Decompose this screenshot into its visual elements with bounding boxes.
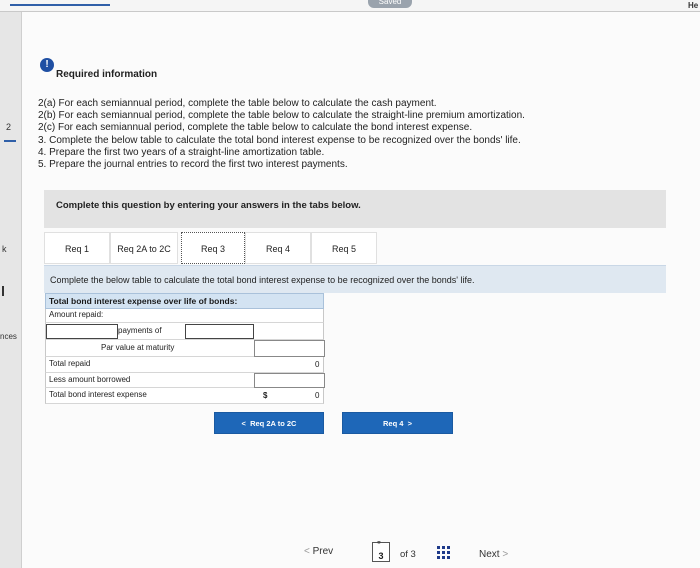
amount-repaid-label: Amount repaid: xyxy=(49,310,104,319)
tab-req-5[interactable]: Req 5 xyxy=(311,232,377,264)
row-total-expense xyxy=(45,388,324,404)
instructions-list xyxy=(38,98,638,171)
saved-badge: Saved xyxy=(368,0,412,8)
footer-next-button[interactable] xyxy=(479,549,508,560)
row-less-borrowed xyxy=(45,373,324,388)
next-req-label: Req 4 xyxy=(383,419,404,428)
next-req-button[interactable] xyxy=(342,412,453,434)
complete-prompt: Complete this question by entering your answers in the tabs below. xyxy=(56,200,361,211)
top-bar xyxy=(0,0,700,12)
row-amount-repaid xyxy=(45,309,324,323)
instruction-2c: 2(c) For each semiannual period, complete the table below to calculate the bond interest expense. xyxy=(38,122,473,134)
chevron-right-icon: > xyxy=(502,549,509,560)
tab-req-1[interactable]: Req 1 xyxy=(44,232,110,264)
prev-req-label: Req 2A to 2C xyxy=(250,419,297,428)
par-value-label: Par value at maturity xyxy=(101,343,175,352)
par-value-input[interactable] xyxy=(254,340,325,357)
chevron-right-icon: > xyxy=(407,419,412,428)
alert-icon: ! xyxy=(40,58,54,72)
less-borrowed-label: Less amount borrowed xyxy=(49,375,131,384)
total-repaid-value: 0 xyxy=(315,360,320,369)
total-expense-value: 0 xyxy=(315,391,320,400)
top-accent-line xyxy=(10,0,110,6)
amount-borrowed-input[interactable] xyxy=(254,373,325,388)
instruction-2b: 2(b) For each semiannual period, complete the table below to calculate the straight-line premium amortization. xyxy=(38,110,525,122)
row-payments xyxy=(45,323,324,340)
row-par-value xyxy=(45,340,324,357)
currency-symbol: $ xyxy=(263,391,268,400)
chevron-left-icon: < xyxy=(304,546,310,557)
required-info-title: Required information xyxy=(56,69,158,80)
bond-interest-table xyxy=(45,293,324,406)
payments-count-input[interactable] xyxy=(46,324,118,339)
payment-amount-input[interactable] xyxy=(185,324,254,339)
question-bar xyxy=(44,265,666,293)
rail-question-number[interactable]: 2 xyxy=(6,122,12,132)
instruction-2a: 2(a) For each semiannual period, complete the table below to calculate the cash payment. xyxy=(38,98,437,109)
table-header: Total bond interest expense over life of bonds: xyxy=(45,293,324,309)
rail-item-ces[interactable]: nces xyxy=(0,332,17,341)
left-rail xyxy=(0,12,22,568)
chevron-left-icon: < xyxy=(241,419,246,428)
question-text: Complete the below table to calculate the total bond interest expense to be recognized over the bonds' life. xyxy=(50,275,475,285)
footer-prev-label: Prev xyxy=(312,546,334,557)
help-label[interactable]: He xyxy=(688,1,699,10)
rail-item-k[interactable]: k xyxy=(2,244,7,254)
link-icon: ⚭ xyxy=(376,540,382,547)
prev-req-button[interactable] xyxy=(214,412,324,434)
tab-req-2a-to-2c[interactable]: Req 2A to 2C xyxy=(110,232,178,264)
page-current: 3 xyxy=(378,551,384,561)
page-total: of 3 xyxy=(400,549,416,560)
tab-req-4[interactable]: Req 4 xyxy=(245,232,311,264)
instruction-5: 5. Prepare the journal entries to record the first two interest payments. xyxy=(38,159,348,171)
row-total-repaid xyxy=(45,357,324,373)
instruction-3: 3. Complete the below table to calculate the total bond interest expense to be recognized over the bonds' life. xyxy=(38,134,521,146)
rail-active-indicator xyxy=(4,140,16,142)
total-repaid-label: Total repaid xyxy=(49,359,91,368)
total-expense-label: Total bond interest expense xyxy=(49,390,147,399)
grid-icon[interactable] xyxy=(437,546,451,560)
complete-question-box xyxy=(44,190,666,228)
tab-req-3[interactable]: Req 3 xyxy=(181,232,245,264)
instruction-4: 4. Prepare the first two years of a straight-line amortization table. xyxy=(38,146,325,158)
footer-prev-button[interactable] xyxy=(304,546,333,557)
footer-next-label: Next xyxy=(479,549,500,560)
payments-of-label: payments of xyxy=(118,326,162,335)
rail-tick xyxy=(2,286,4,296)
